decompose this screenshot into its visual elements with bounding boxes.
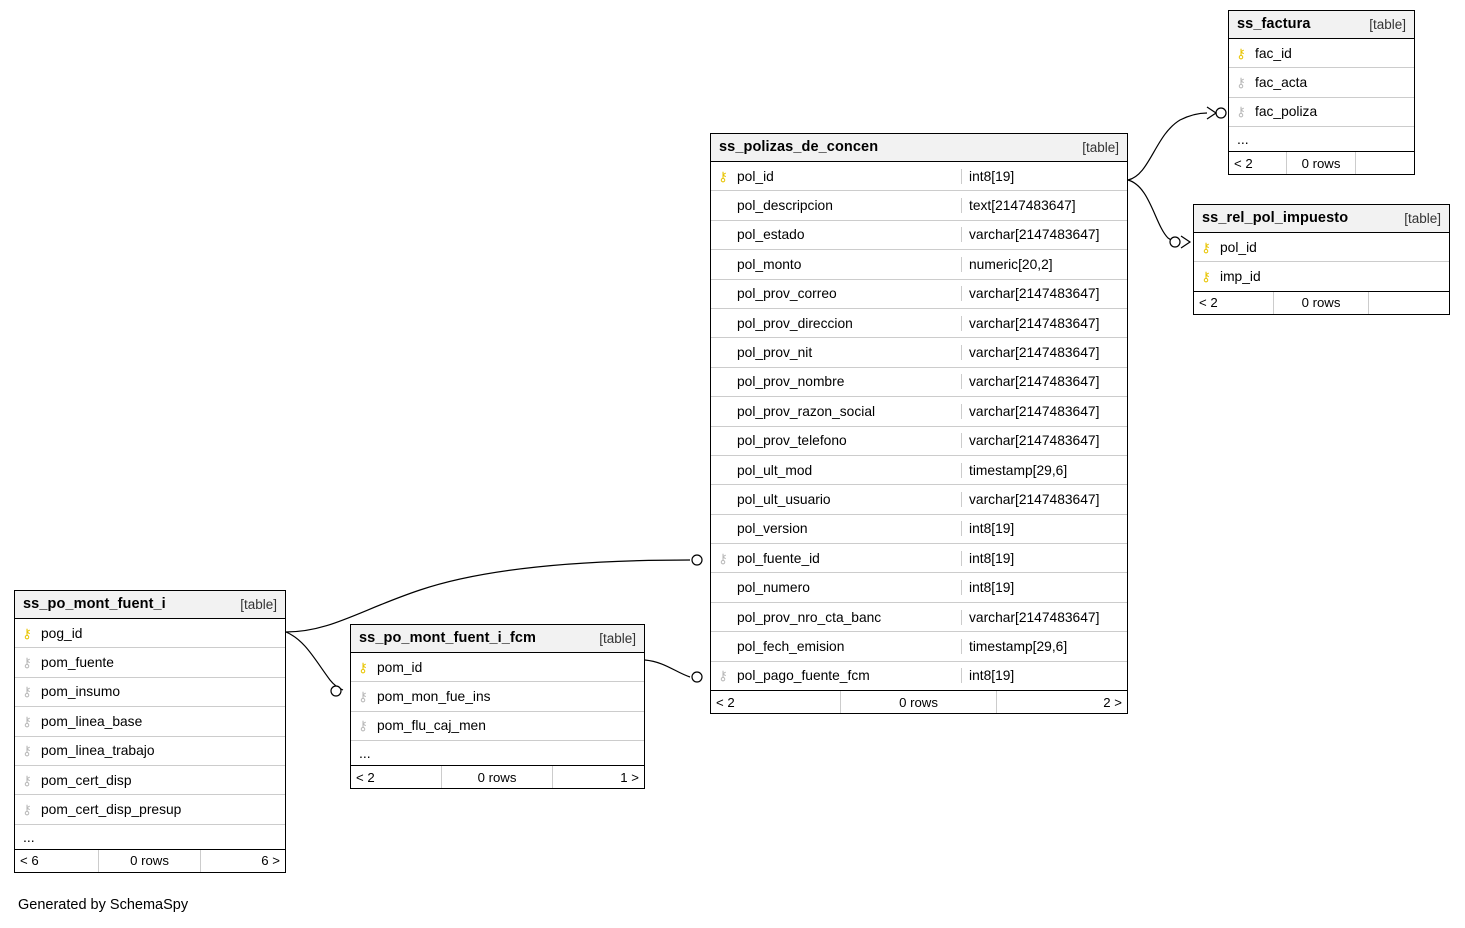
table-header <box>711 134 1127 162</box>
table-node-ss_polizas_de_concen[interactable] <box>710 133 1128 714</box>
column-type: int8[19] <box>961 521 1127 536</box>
column-name: pol_fuente_id <box>737 550 820 566</box>
column-name: pol_numero <box>737 580 810 596</box>
primary-key-icon: ⚷ <box>718 168 728 184</box>
foreign-key-icon: ⚷ <box>1236 75 1246 91</box>
table-title: ss_po_mont_fuent_i_fcm <box>359 630 537 646</box>
column-name: imp_id <box>1220 269 1261 285</box>
column-name: pol_prov_nro_cta_banc <box>737 609 882 625</box>
parent-relations-count: < 2 <box>351 766 442 788</box>
column-type: int8[19] <box>961 169 1127 184</box>
table-column-row[interactable] <box>15 648 285 677</box>
foreign-key-icon: ⚷ <box>22 743 32 759</box>
foreign-key-icon: ⚷ <box>22 802 32 818</box>
table-node-ss_rel_pol_impuesto[interactable] <box>1193 204 1450 315</box>
table-footer <box>711 691 1127 713</box>
column-name: pom_linea_trabajo <box>41 743 155 759</box>
table-column-row[interactable] <box>711 280 1127 309</box>
table-column-row[interactable] <box>711 368 1127 397</box>
child-relations-count <box>1369 292 1449 314</box>
foreign-key-icon: ⚷ <box>718 550 728 566</box>
child-relations-count: 2 > <box>1103 694 1122 710</box>
column-name: pom_cert_disp_presup <box>41 802 182 818</box>
parent-relations-count: < 6 <box>15 850 99 872</box>
column-type: text[2147483647] <box>961 198 1127 213</box>
column-type: int8[19] <box>961 668 1127 683</box>
foreign-key-icon: ⚷ <box>358 718 368 734</box>
column-type: numeric[20,2] <box>961 257 1127 272</box>
column-name: pom_mon_fue_ins <box>377 689 491 705</box>
column-type: varchar[2147483647] <box>961 316 1127 331</box>
primary-key-icon: ⚷ <box>1236 45 1246 61</box>
primary-key-icon: ⚷ <box>1201 239 1211 255</box>
primary-key-icon: ⚷ <box>1201 269 1211 285</box>
table-footer <box>1229 152 1414 174</box>
table-column-row[interactable] <box>711 573 1127 602</box>
column-name: pol_id <box>737 168 774 184</box>
table-header <box>1229 11 1414 39</box>
child-relations-count: 1 > <box>620 769 639 785</box>
column-name: pol_prov_razon_social <box>737 403 876 419</box>
table-type-tag: [table] <box>1404 210 1441 226</box>
foreign-key-icon: ⚷ <box>718 668 728 684</box>
column-type: varchar[2147483647] <box>961 345 1127 360</box>
column-type: timestamp[29,6] <box>961 639 1127 654</box>
table-footer <box>351 766 644 788</box>
parent-relations-count: < 2 <box>711 691 841 713</box>
table-column-row[interactable] <box>1229 39 1414 68</box>
column-type: varchar[2147483647] <box>961 433 1127 448</box>
table-column-row[interactable] <box>15 619 285 648</box>
generator-credit: Generated by SchemaSpy <box>18 897 189 913</box>
foreign-key-icon: ⚷ <box>358 689 368 705</box>
table-footer <box>1194 292 1449 314</box>
table-column-row[interactable] <box>1229 68 1414 97</box>
table-column-row[interactable] <box>15 766 285 795</box>
table-column-row[interactable] <box>15 737 285 766</box>
column-name: pol_version <box>737 521 808 537</box>
column-name: pom_insumo <box>41 684 120 700</box>
column-type: int8[19] <box>961 580 1127 595</box>
column-name: pol_prov_nit <box>737 345 813 361</box>
foreign-key-icon: ⚷ <box>22 684 32 700</box>
column-name: fac_id <box>1255 45 1292 61</box>
table-header <box>351 625 644 653</box>
table-column-row[interactable] <box>711 456 1127 485</box>
table-column-row[interactable] <box>711 162 1127 191</box>
table-column-row[interactable] <box>711 250 1127 279</box>
table-title: ss_polizas_de_concen <box>719 139 879 155</box>
table-column-row[interactable] <box>351 653 644 682</box>
column-name: pol_pago_fuente_fcm <box>737 668 870 684</box>
table-column-row[interactable] <box>711 485 1127 514</box>
table-column-row[interactable] <box>1229 98 1414 127</box>
foreign-key-icon: ⚷ <box>22 655 32 671</box>
table-column-row[interactable] <box>1194 262 1449 291</box>
table-column-row[interactable] <box>711 544 1127 573</box>
column-type: varchar[2147483647] <box>961 227 1127 242</box>
column-name: pom_id <box>377 659 423 675</box>
row-count: 0 rows <box>442 766 553 788</box>
table-title: ss_rel_pol_impuesto <box>1202 210 1349 226</box>
table-column-row[interactable] <box>711 221 1127 250</box>
table-column-row[interactable] <box>15 795 285 824</box>
table-header <box>15 591 285 619</box>
column-name: pom_flu_caj_men <box>377 718 486 734</box>
parent-relations-count: < 2 <box>1229 152 1287 174</box>
table-header <box>1194 205 1449 233</box>
column-name: pol_prov_direccion <box>737 315 853 331</box>
table-column-row[interactable] <box>711 427 1127 456</box>
column-type: varchar[2147483647] <box>961 374 1127 389</box>
table-node-ss_po_mont_fuent_i_fcm[interactable] <box>350 624 645 789</box>
table-type-tag: [table] <box>240 596 277 612</box>
column-name: pol_descripcion <box>737 198 833 214</box>
foreign-key-icon: ⚷ <box>22 713 32 729</box>
row-count: 0 rows <box>841 691 997 713</box>
table-footer <box>15 850 285 872</box>
parent-relations-count: < 2 <box>1194 292 1274 314</box>
table-node-ss_po_mont_fuent_i[interactable] <box>14 590 286 873</box>
column-name: pol_monto <box>737 256 802 272</box>
table-column-row[interactable] <box>351 682 644 711</box>
table-column-row[interactable] <box>15 678 285 707</box>
column-name: pol_prov_correo <box>737 286 837 302</box>
column-name: fac_poliza <box>1255 104 1318 120</box>
column-name: pol_prov_telefono <box>737 433 847 449</box>
column-name: pol_fech_emision <box>737 638 845 654</box>
column-type: varchar[2147483647] <box>961 404 1127 419</box>
child-relations-count <box>1356 152 1414 174</box>
table-column-row[interactable] <box>711 632 1127 661</box>
table-type-tag: [table] <box>1369 16 1406 32</box>
column-name: pom_cert_disp <box>41 772 132 788</box>
column-type: timestamp[29,6] <box>961 463 1127 478</box>
table-column-row[interactable] <box>711 309 1127 338</box>
column-name: pom_fuente <box>41 655 114 671</box>
column-name: pol_estado <box>737 227 805 243</box>
column-type: varchar[2147483647] <box>961 492 1127 507</box>
child-relations-count: 6 > <box>261 853 280 869</box>
column-type: varchar[2147483647] <box>961 286 1127 301</box>
table-column-row[interactable] <box>711 397 1127 426</box>
table-column-row[interactable] <box>15 707 285 736</box>
foreign-key-icon: ⚷ <box>22 772 32 788</box>
table-column-row[interactable] <box>711 338 1127 367</box>
row-count: 0 rows <box>1274 292 1369 314</box>
column-type: int8[19] <box>961 551 1127 566</box>
table-column-row[interactable] <box>711 603 1127 632</box>
column-name: pol_ult_mod <box>737 462 813 478</box>
table-column-row[interactable] <box>1194 233 1449 262</box>
column-name: fac_acta <box>1255 75 1308 91</box>
more-columns-ellipsis[interactable]: ... <box>1229 127 1414 152</box>
table-column-row[interactable] <box>711 662 1127 691</box>
column-name: pog_id <box>41 625 83 641</box>
column-name: pom_linea_base <box>41 713 143 729</box>
table-type-tag: [table] <box>599 630 636 646</box>
column-name: pol_ult_usuario <box>737 491 831 507</box>
table-column-row[interactable] <box>711 191 1127 220</box>
column-type: varchar[2147483647] <box>961 610 1127 625</box>
table-node-ss_factura[interactable] <box>1228 10 1415 175</box>
row-count: 0 rows <box>99 850 201 872</box>
column-name: pol_prov_nombre <box>737 374 845 390</box>
table-title: ss_po_mont_fuent_i <box>23 596 166 612</box>
more-columns-ellipsis[interactable]: ... <box>351 741 644 766</box>
table-column-row[interactable] <box>711 515 1127 544</box>
primary-key-icon: ⚷ <box>358 659 368 675</box>
primary-key-icon: ⚷ <box>22 625 32 641</box>
table-title: ss_factura <box>1237 16 1311 32</box>
row-count: 0 rows <box>1287 152 1356 174</box>
column-name: pol_id <box>1220 239 1257 255</box>
table-type-tag: [table] <box>1082 139 1119 155</box>
foreign-key-icon: ⚷ <box>1236 104 1246 120</box>
table-column-row[interactable] <box>351 712 644 741</box>
more-columns-ellipsis[interactable]: ... <box>15 825 285 850</box>
